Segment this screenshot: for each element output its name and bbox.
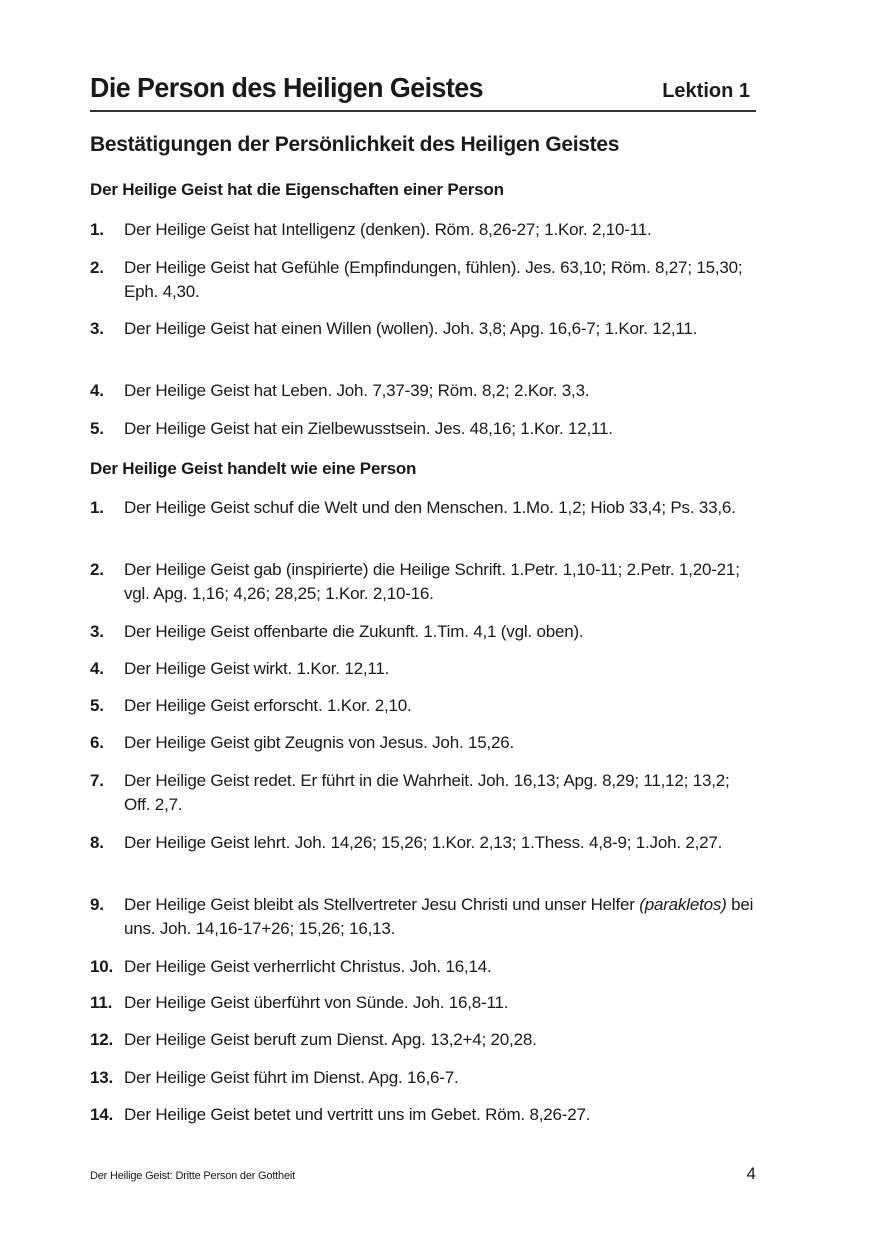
item-text: Der Heilige Geist offenbarte die Zukunft. 1.Tim. 4,1 (vgl. oben). xyxy=(124,622,584,641)
item-text: Der Heilige Geist hat Gefühle (Empfindungen, fühlen). Jes. 63,10; Röm. 8,27; 15,30; Eph. 4,30. xyxy=(124,258,743,301)
list-item xyxy=(90,731,756,755)
item-text-part: bei uns. Joh. 14,16-17+26; 15,26; 16,13. xyxy=(124,895,754,938)
item-number: 2. xyxy=(90,560,104,579)
page-header xyxy=(90,72,756,112)
page-title: Die Person des Heiligen Geistes xyxy=(90,72,483,103)
item-text: Der Heilige Geist hat Intelligenz (denken). Röm. 8,26-27; 1.Kor. 2,10-11. xyxy=(124,220,652,239)
list-item xyxy=(90,955,756,979)
item-text: Der Heilige Geist überführt von Sünde. Joh. 16,8-11. xyxy=(124,993,509,1012)
item-number: 3. xyxy=(90,319,104,338)
list-item xyxy=(90,558,756,606)
item-text: Der Heilige Geist lehrt. Joh. 14,26; 15,26; 1.Kor. 2,13; 1.Thess. 4,8-9; 1.Joh. 2,27. xyxy=(124,833,723,852)
item-text-part: Der Heilige Geist bleibt als Stellvertreter Jesu Christi und unser Helfer xyxy=(124,895,640,914)
item-number: 5. xyxy=(90,419,104,438)
item-text-italic: (parakletos) xyxy=(639,895,727,914)
item-text xyxy=(124,893,756,941)
list-item xyxy=(90,496,756,520)
list-item xyxy=(90,317,756,341)
lesson-label: Lektion 1 xyxy=(662,80,750,102)
footer-title: Der Heilige Geist: Dritte Person der Gottheit xyxy=(90,1170,295,1182)
list-item xyxy=(90,1028,756,1052)
item-text: Der Heilige Geist redet. Er führt in die Wahrheit. Joh. 16,13; Apg. 8,29; 11,12; 13,2; Off. 2,7. xyxy=(124,771,730,814)
list-item xyxy=(90,694,756,718)
list-item xyxy=(90,379,756,403)
item-number: 7. xyxy=(90,771,104,790)
item-number: 3. xyxy=(90,622,104,641)
group2-heading: Der Heilige Geist handelt wie eine Person xyxy=(90,459,417,478)
item-number: 4. xyxy=(90,659,104,678)
item-text: Der Heilige Geist betet und vertritt uns im Gebet. Röm. 8,26-27. xyxy=(124,1105,591,1124)
list-item xyxy=(90,1103,756,1127)
list-item xyxy=(90,620,756,644)
page-number: 4 xyxy=(746,1164,756,1183)
group1-heading: Der Heilige Geist hat die Eigenschaften einer Person xyxy=(90,180,504,199)
list-item xyxy=(90,218,756,242)
item-text: Der Heilige Geist verherrlicht Christus. Joh. 16,14. xyxy=(124,957,492,976)
list-item xyxy=(90,831,756,855)
item-number: 1. xyxy=(90,498,104,517)
item-text: Der Heilige Geist beruft zum Dienst. Apg. 13,2+4; 20,28. xyxy=(124,1030,537,1049)
list-item xyxy=(90,893,756,941)
item-number: 13. xyxy=(90,1068,114,1087)
item-text: Der Heilige Geist gibt Zeugnis von Jesus. Joh. 15,26. xyxy=(124,733,515,752)
list-item xyxy=(90,991,756,1015)
list-item xyxy=(90,256,756,304)
item-number: 6. xyxy=(90,733,104,752)
item-number: 10. xyxy=(90,957,114,976)
document-page xyxy=(90,0,756,1240)
item-text: Der Heilige Geist hat einen Willen (wollen). Joh. 3,8; Apg. 16,6-7; 1.Kor. 12,11. xyxy=(124,319,698,338)
item-text: Der Heilige Geist schuf die Welt und den Menschen. 1.Mo. 1,2; Hiob 33,4; Ps. 33,6. xyxy=(124,498,736,517)
item-number: 5. xyxy=(90,696,104,715)
list-item xyxy=(90,657,756,681)
item-number: 8. xyxy=(90,833,104,852)
item-text: Der Heilige Geist erforscht. 1.Kor. 2,10. xyxy=(124,696,412,715)
item-number: 11. xyxy=(90,993,113,1012)
list-item xyxy=(90,417,756,441)
item-text: Der Heilige Geist hat ein Zielbewusstsein. Jes. 48,16; 1.Kor. 12,11. xyxy=(124,419,613,438)
item-number: 9. xyxy=(90,895,104,914)
item-text: Der Heilige Geist wirkt. 1.Kor. 12,11. xyxy=(124,659,390,678)
item-number: 4. xyxy=(90,381,104,400)
item-number: 14. xyxy=(90,1105,114,1124)
item-number: 2. xyxy=(90,258,104,277)
list-item xyxy=(90,769,756,817)
section-title: Bestätigungen der Persönlichkeit des Heiligen Geistes xyxy=(90,133,620,156)
item-text: Der Heilige Geist führt im Dienst. Apg. 16,6-7. xyxy=(124,1068,459,1087)
list-item xyxy=(90,1066,756,1090)
item-text: Der Heilige Geist gab (inspirierte) die Heilige Schrift. 1.Petr. 1,10-11; 2.Petr. 1,20-21; vgl. Apg. 1,16; 4,26; 28,25; 1.Kor. 2,10-16. xyxy=(124,560,740,603)
item-text: Der Heilige Geist hat Leben. Joh. 7,37-39; Röm. 8,2; 2.Kor. 3,3. xyxy=(124,381,590,400)
item-number: 1. xyxy=(90,220,104,239)
item-number: 12. xyxy=(90,1030,114,1049)
